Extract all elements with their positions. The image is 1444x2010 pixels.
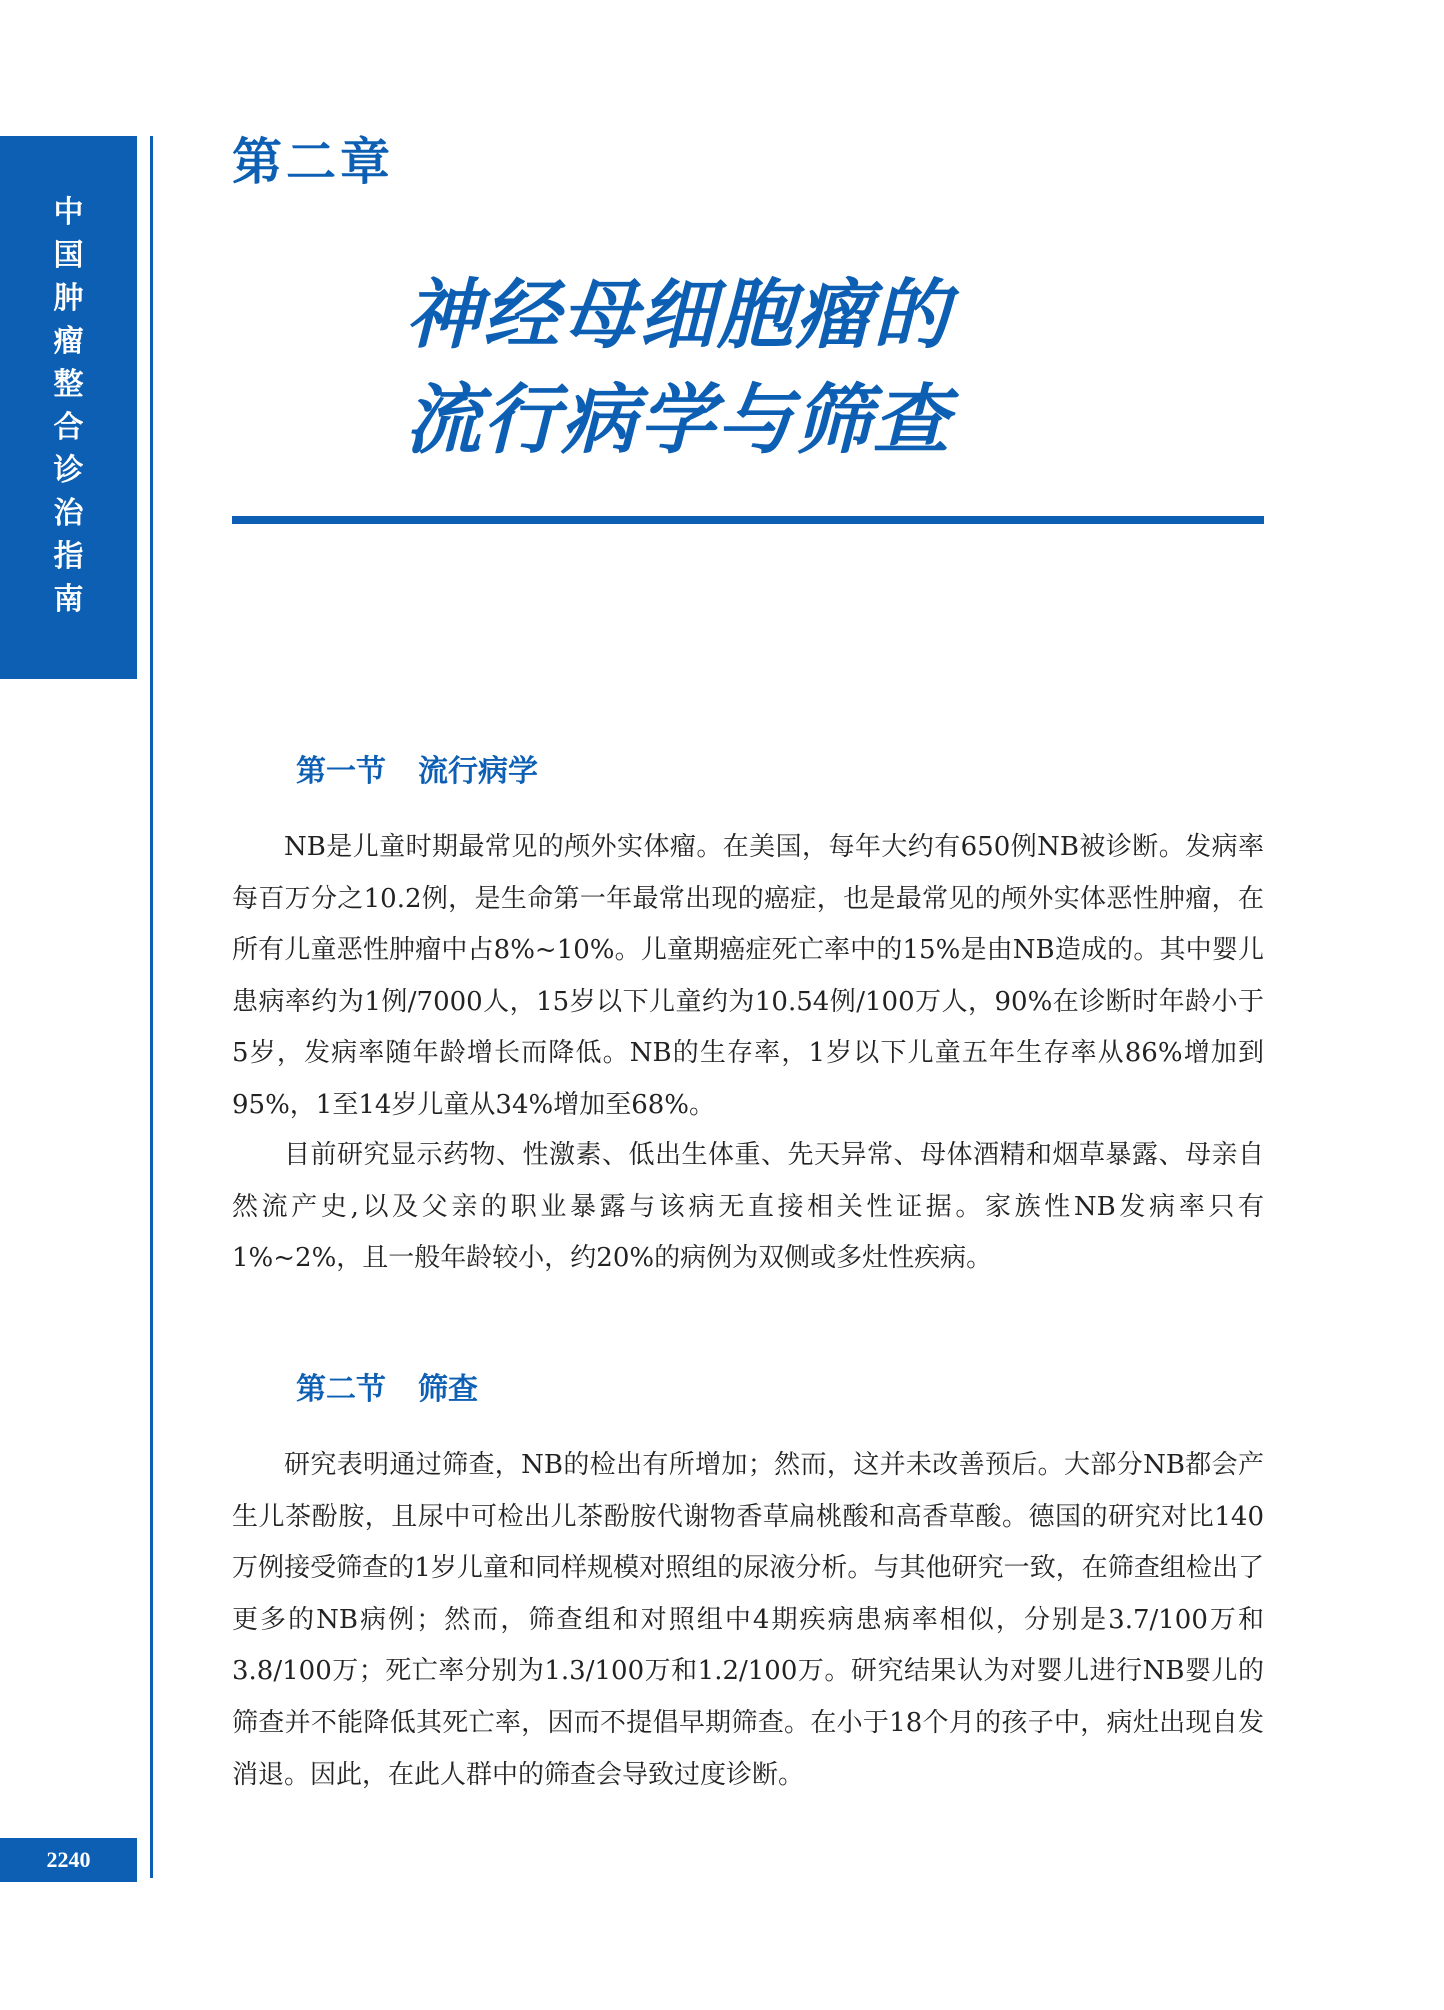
book-title-char: 南: [53, 582, 84, 617]
section-heading: [296, 1370, 478, 1410]
book-title-char: 诊: [53, 453, 84, 488]
section-title: 筛查: [418, 1372, 478, 1407]
book-title-char: 整: [53, 367, 84, 402]
section-heading: [296, 752, 538, 792]
chapter-label: 第二章: [232, 133, 394, 191]
section-title: 流行病学: [418, 754, 538, 789]
paragraph: NB是儿童时期最常见的颅外实体瘤。在美国，每年大约有650例NB被诊断。发病率每百万分之10.2例，是生命第一年最常出现的癌症，也是最常见的颅外实体恶性肿瘤，在所有儿童恶性肿瘤中占8%~10%。儿童期癌症死亡率中的15%是由NB造成的。其中婴儿患病率约为1例/7000人，15岁以下儿童约为10.54例/100万人，90%在诊断时年龄小于5岁，发病率随年龄增长而降低。NB的生存率，1岁以下儿童五年生存率从86%增加到95%，1至14岁儿童从34%增加至68%。: [232, 832, 1264, 1120]
title-divider: [232, 516, 1264, 524]
section-number: 第二节: [296, 1372, 386, 1407]
page-number: 2240: [0, 1838, 137, 1882]
paragraph: 研究表明通过筛查，NB的检出有所增加；然而，这并未改善预后。大部分NB都会产生儿茶酚胺，且尿中可检出儿茶酚胺代谢物香草扁桃酸和高香草酸。德国的研究对比140万例接受筛查的1岁儿童和同样规模对照组的尿液分析。与其他研究一致，在筛查组检出了更多的NB病例；然而，筛查组和对照组中4期疾病患病率相似，分别是3.7/100万和3.8/100万；死亡率分别为1.3/100万和1.2/100万。研究结果认为对婴儿进行NB婴儿的筛查并不能降低其死亡率，因而不提倡早期筛查。在小于18个月的孩子中，病灶出现自发消退。因此，在此人群中的筛查会导致过度诊断。: [232, 1450, 1264, 1790]
book-title-char: 中: [53, 195, 84, 230]
book-title-char: 肿: [53, 281, 84, 316]
section-number: 第一节: [296, 754, 386, 789]
book-title-char: 指: [53, 539, 84, 574]
book-title-char: 合: [53, 410, 84, 445]
margin-rule: [150, 136, 153, 1878]
chapter-title-line: 流行病学与筛查: [405, 375, 951, 464]
paragraph: 目前研究显示药物、性激素、低出生体重、先天异常、母体酒精和烟草暴露、母亲自然流产史,以及父亲的职业暴露与该病无直接相关性证据。家族性NB发病率只有1%~2%，且一般年龄较小，约20%的病例为双侧或多灶性疾病。: [232, 1140, 1264, 1274]
book-title-char: 瘤: [53, 324, 84, 359]
chapter-title-line: 神经母细胞瘤的: [405, 270, 951, 359]
book-title-char: 国: [53, 238, 84, 273]
book-title-tab: [0, 136, 137, 679]
chapter-title: [405, 262, 951, 472]
book-title-char: 治: [53, 496, 84, 531]
